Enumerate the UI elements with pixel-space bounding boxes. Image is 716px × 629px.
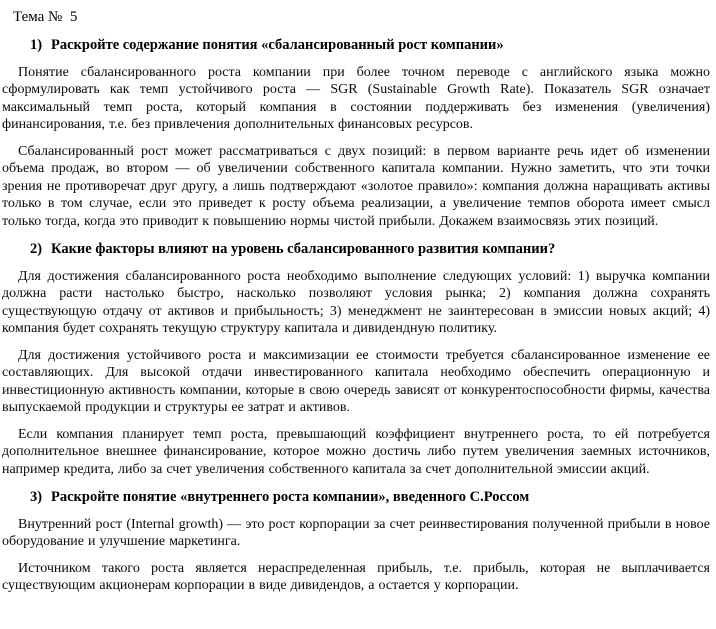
question-heading-1: [2, 37, 710, 55]
question-title-1: Раскройте содержание понятия «сбалансированный рост компании»: [51, 37, 504, 53]
paragraph-retained-earnings: Источником такого роста является нераспределенная прибыль, т.е. прибыль, которая не выплачивается существующим акционерам корпорации в виде дивидендов, а остается у корпорации.: [2, 560, 710, 593]
question-heading-3: [2, 489, 710, 507]
question-number-2: 2): [30, 241, 43, 257]
paragraph-balanced-change: Для достижения устойчивого роста и максимизации ее стоимости требуется сбалансированное изменение ее составляющих. Для высокой отдачи инвестированного капитала необходимо обеспечить операционную и инвестиционную активность компании, которые в свою очередь зависят от конкурентоспособности фирмы, качества выпускаемой продукции и структуры ее затрат и активов.: [2, 347, 710, 415]
question-title-2: Какие факторы влияют на уровень сбалансированного развития компании?: [51, 241, 556, 257]
paragraph-external-financing: Если компания планирует темп роста, превышающий коэффициент внутреннего роста, то ей потребуется дополнительное внешнее финансирование, которое можно достичь либо путем увеличения заемных источников, например кредита, либо за счет увеличения собственного капитала за счет дополнительной эмиссии акций.: [2, 426, 710, 477]
page-title: Тема № 5: [13, 9, 78, 25]
question-heading-2: [2, 241, 710, 259]
question-number-1: 1): [30, 37, 43, 53]
paragraph-two-positions: Сбалансированный рост может рассматриваться с двух позиций: в первом варианте речь идет об изменении объема продаж, во втором — об увеличении собственного капитала компании. Нужно заметить, что эти точки зрения не противоречат друг другу, а лишь подтверждают «золотое правило»: компания должна наращивать активы только в том случае, если это приведет к росту объема реализации, а увеличение темпов оборота имеет смысл только тогда, когда это приводит к повышению нормы чистой прибыли. Докажем взаимосвязь этих позиций.: [2, 143, 710, 229]
question-number-3: 3): [30, 489, 43, 505]
paragraph-growth-conditions: Для достижения сбалансированного роста необходимо выполнение следующих условий: 1) выручка компании должна расти настолько быстро, насколько позволяют условия рынка; 2) компания должна сохранять существующую отдачу от активов и прибыльность; 3) менеджмент не заинтересован в эмиссии новых акций; 4) компания будет сохранять текущую структуру капитала и дивидендную политику.: [2, 268, 710, 336]
paragraph-internal-growth-definition: Внутренний рост (Internal growth) — это рост корпорации за счет реинвестирования полученной прибыли в новое оборудование и улучшение маркетинга.: [2, 516, 710, 549]
paragraph-sgr-definition: Понятие сбалансированного роста компании при более точном переводе с английского языка можно сформулировать как темп устойчивого роста — SGR (Sustainable Growth Rate). Показатель SGR означает максимальный темп роста, который компания в состоянии поддерживать без изменения (увеличения) финансирования, т.е. без привлечения дополнительных финансовых ресурсов.: [2, 64, 710, 132]
question-title-3: Раскройте понятие «внутреннего роста компании», введенного С.Россом: [51, 489, 530, 505]
